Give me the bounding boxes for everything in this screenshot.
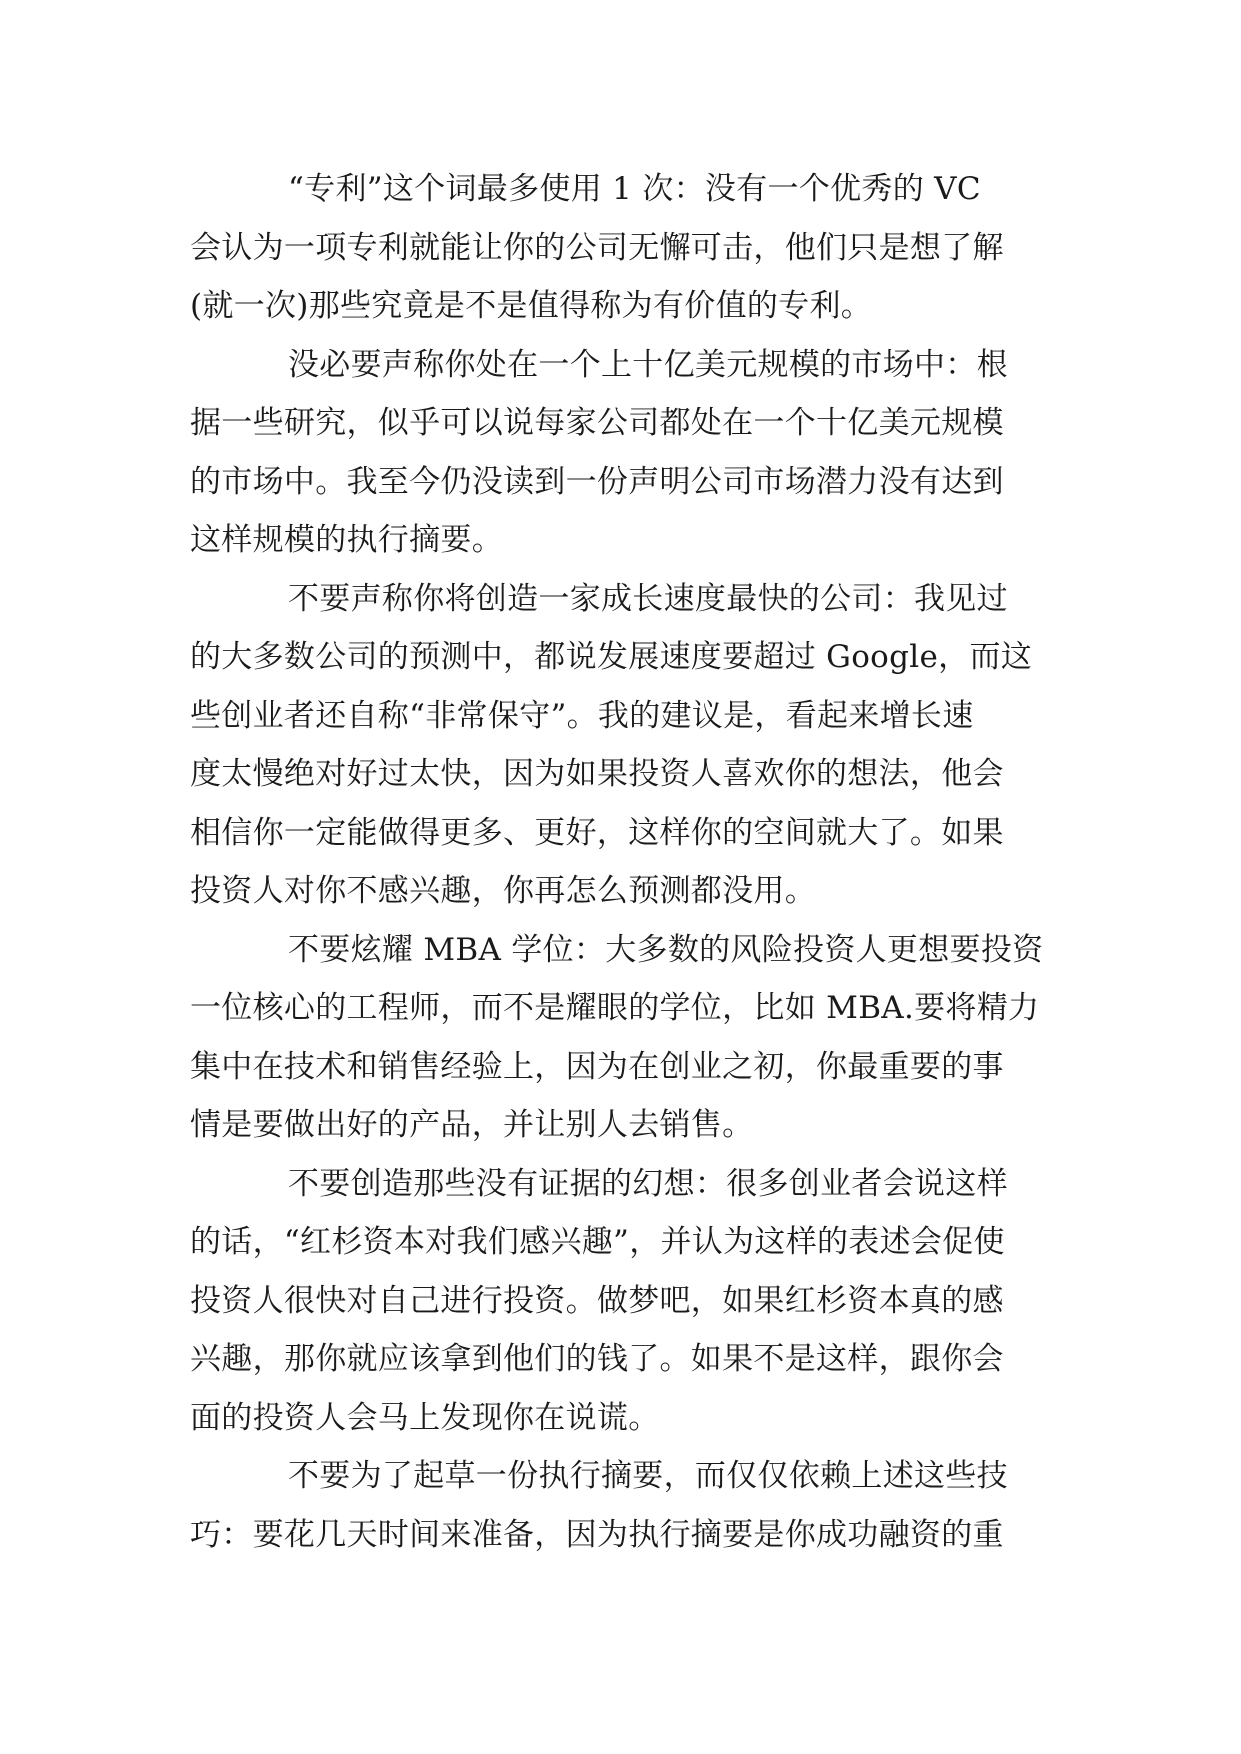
paragraph-fantasy — [190, 1155, 1052, 1448]
text-line: 情是要做出好的产品，并让别人去销售。 — [190, 1107, 754, 1143]
text-line: 集中在技术和销售经验上，因为在创业之初，你最重要的事 — [190, 1048, 1004, 1085]
text-line: 相信你一定能做得更多、更好，这样你的空间就大了。如果 — [190, 814, 1004, 851]
text-line: 巧：要花几天时间来准备，因为执行摘要是你成功融资的重 — [190, 1516, 1004, 1553]
paragraph-preparation — [190, 1447, 1052, 1564]
document-body — [190, 160, 1052, 1564]
text-line: 的大多数公司的预测中，都说发展速度要超过 Google，而这 — [190, 639, 1033, 675]
text-line: 据一些研究，似乎可以说每家公司都处在一个十亿美元规模 — [190, 405, 1004, 441]
text-line: 会认为一项专利就能让你的公司无懈可击，他们只是想了解 — [190, 229, 1004, 266]
paragraph-market-size — [190, 336, 1052, 570]
text-line: 不要声称你将创造一家成长速度最快的公司：我见过 — [288, 580, 1008, 617]
text-line: 些创业者还自称“非常保守”。我的建议是，看起来增长速 — [190, 697, 974, 734]
text-line: 不要炫耀 MBA 学位：大多数的风险投资人更想要投资 — [288, 931, 1044, 968]
text-line: 不要创造那些没有证据的幻想：很多创业者会说这样 — [288, 1165, 1008, 1202]
text-line: 度太慢绝对好过太快，因为如果投资人喜欢你的想法，他会 — [190, 756, 1004, 792]
text-line: 投资人很快对自己进行投资。做梦吧，如果红杉资本真的感 — [190, 1282, 1004, 1319]
text-line: 面的投资人会马上发现你在说谎。 — [190, 1399, 660, 1436]
text-line: 兴趣，那你就应该拿到他们的钱了。如果不是这样，跟你会 — [190, 1341, 1004, 1377]
text-line: 的市场中。我至今仍没读到一份声明公司市场潜力没有达到 — [190, 463, 1004, 500]
paragraph-mba — [190, 921, 1052, 1155]
text-line: 没必要声称你处在一个上十亿美元规模的市场中：根 — [288, 346, 1008, 383]
paragraph-growth-speed — [190, 570, 1052, 921]
paragraph-patent — [190, 160, 1052, 336]
text-line: 投资人对你不感兴趣，你再怎么预测都没用。 — [190, 873, 816, 909]
text-line: 不要为了起草一份执行摘要，而仅仅依赖上述这些技 — [288, 1458, 1008, 1494]
text-line: (就一次)那些究竟是不是值得称为有价值的专利。 — [190, 288, 873, 324]
text-line: 的话，“红杉资本对我们感兴趣”，并认为这样的表述会促使 — [190, 1224, 1005, 1260]
text-line: 这样规模的执行摘要。 — [190, 522, 503, 558]
text-line: 一位核心的工程师，而不是耀眼的学位，比如 MBA.要将精力 — [190, 990, 1040, 1026]
text-line: “专利”这个词最多使用 1 次：没有一个优秀的 VC — [288, 171, 981, 207]
